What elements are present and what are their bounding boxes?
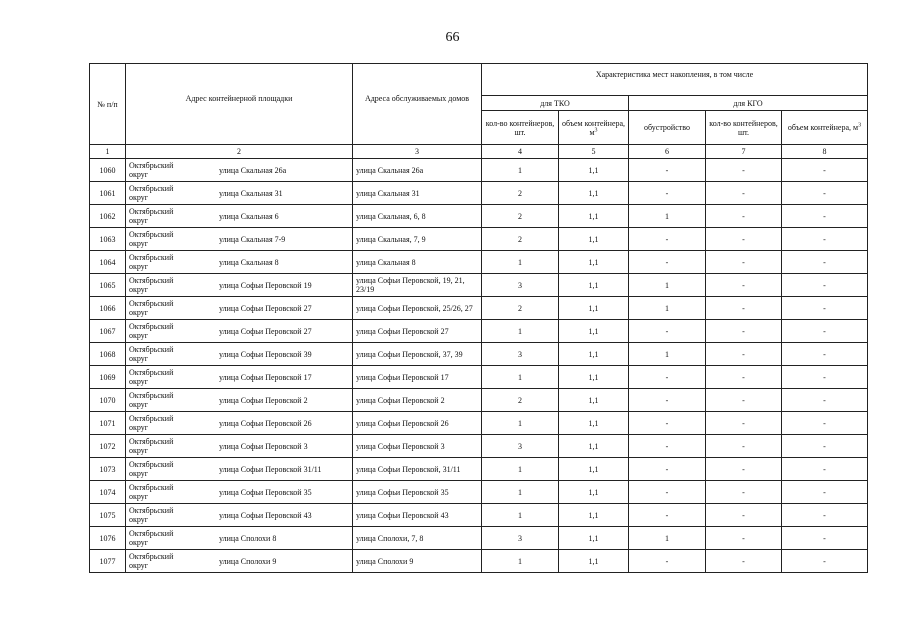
row-number: 1067 bbox=[90, 320, 126, 343]
street-label: улица Софьи Перовской 27 bbox=[219, 327, 312, 336]
tko-volume-cell: 1,1 bbox=[559, 159, 629, 182]
row-number: 1077 bbox=[90, 550, 126, 573]
kgo-count-cell: - bbox=[706, 228, 782, 251]
kgo-volume-cell: - bbox=[782, 504, 868, 527]
header-kgo: для КГО bbox=[629, 96, 868, 111]
table-row bbox=[90, 504, 868, 527]
street-label: улица Софьи Перовской 35 bbox=[219, 488, 312, 497]
kgo-count-cell: - bbox=[706, 550, 782, 573]
kgo-count-cell: - bbox=[706, 251, 782, 274]
okrug-label: Октябрьский округ bbox=[129, 322, 174, 340]
tko-count-cell: 1 bbox=[482, 412, 559, 435]
row-number: 1074 bbox=[90, 481, 126, 504]
served-addresses-cell: улица Скальная, 7, 9 bbox=[353, 228, 482, 251]
kgo-equip-cell: - bbox=[629, 504, 706, 527]
kgo-equip-cell: 1 bbox=[629, 343, 706, 366]
kgo-volume-cell: - bbox=[782, 297, 868, 320]
street-label: улица Софьи Перовской 26 bbox=[219, 419, 312, 428]
okrug-label: Октябрьский округ bbox=[129, 414, 174, 432]
site-address-cell bbox=[126, 412, 353, 435]
kgo-equip-cell: - bbox=[629, 228, 706, 251]
tko-count-cell: 1 bbox=[482, 251, 559, 274]
kgo-volume-cell: - bbox=[782, 458, 868, 481]
okrug-label: Октябрьский округ bbox=[129, 506, 174, 524]
okrug-label: Октябрьский округ bbox=[129, 552, 174, 570]
header-kgo-count: кол-во контейнеров, шт. bbox=[706, 111, 782, 145]
tko-volume-cell: 1,1 bbox=[559, 182, 629, 205]
okrug-label: Октябрьский округ bbox=[129, 391, 174, 409]
tko-volume-cell: 1,1 bbox=[559, 504, 629, 527]
okrug-label: Октябрьский округ bbox=[129, 207, 174, 225]
site-address-cell bbox=[126, 320, 353, 343]
served-addresses-cell: улица Скальная 8 bbox=[353, 251, 482, 274]
site-address-cell bbox=[126, 435, 353, 458]
kgo-volume-cell: - bbox=[782, 412, 868, 435]
header-kgo-volume bbox=[782, 111, 868, 145]
street-label: улица Скальная 31 bbox=[219, 189, 283, 198]
col-number: 8 bbox=[782, 145, 868, 159]
okrug-label: Октябрьский округ bbox=[129, 161, 174, 179]
table-row bbox=[90, 458, 868, 481]
column-numbers-row bbox=[90, 145, 868, 159]
kgo-volume-cell: - bbox=[782, 228, 868, 251]
kgo-count-cell: - bbox=[706, 182, 782, 205]
site-address-cell bbox=[126, 504, 353, 527]
site-address-cell bbox=[126, 251, 353, 274]
served-addresses-cell: улица Скальная, 6, 8 bbox=[353, 205, 482, 228]
street-label: улица Скальная 6 bbox=[219, 212, 279, 221]
served-addresses-cell: улица Софьи Перовской 17 bbox=[353, 366, 482, 389]
kgo-count-cell: - bbox=[706, 159, 782, 182]
col-number: 4 bbox=[482, 145, 559, 159]
served-addresses-cell: улица Скальная 31 bbox=[353, 182, 482, 205]
row-number: 1066 bbox=[90, 297, 126, 320]
table-row bbox=[90, 159, 868, 182]
table-row bbox=[90, 182, 868, 205]
col-number: 6 bbox=[629, 145, 706, 159]
tko-volume-cell: 1,1 bbox=[559, 481, 629, 504]
kgo-volume-cell: - bbox=[782, 343, 868, 366]
kgo-equip-cell: 1 bbox=[629, 297, 706, 320]
tko-count-cell: 1 bbox=[482, 159, 559, 182]
okrug-label: Октябрьский округ bbox=[129, 460, 174, 478]
row-number: 1075 bbox=[90, 504, 126, 527]
kgo-count-cell: - bbox=[706, 481, 782, 504]
site-address-cell bbox=[126, 366, 353, 389]
row-number: 1068 bbox=[90, 343, 126, 366]
tko-volume-cell: 1,1 bbox=[559, 458, 629, 481]
site-address-cell bbox=[126, 389, 353, 412]
kgo-equip-cell: - bbox=[629, 389, 706, 412]
kgo-count-cell: - bbox=[706, 205, 782, 228]
street-label: улица Софьи Перовской 3 bbox=[219, 442, 308, 451]
served-addresses-cell: улица Сполохи 9 bbox=[353, 550, 482, 573]
served-addresses-cell: улица Софьи Перовской 27 bbox=[353, 320, 482, 343]
header-tko-volume-sup: 3 bbox=[594, 126, 598, 133]
kgo-volume-cell: - bbox=[782, 251, 868, 274]
col-number: 5 bbox=[559, 145, 629, 159]
col-number: 1 bbox=[90, 145, 126, 159]
tko-count-cell: 2 bbox=[482, 228, 559, 251]
kgo-equip-cell: 1 bbox=[629, 274, 706, 297]
tko-count-cell: 2 bbox=[482, 297, 559, 320]
street-label: улица Скальная 26а bbox=[219, 166, 287, 175]
table-row bbox=[90, 343, 868, 366]
okrug-label: Октябрьский округ bbox=[129, 529, 174, 547]
table-row bbox=[90, 297, 868, 320]
served-addresses-cell: улица Сполохи, 7, 8 bbox=[353, 527, 482, 550]
table-row bbox=[90, 251, 868, 274]
tko-volume-cell: 1,1 bbox=[559, 228, 629, 251]
tko-count-cell: 3 bbox=[482, 435, 559, 458]
table-row bbox=[90, 205, 868, 228]
table-row bbox=[90, 435, 868, 458]
col-number: 7 bbox=[706, 145, 782, 159]
row-number: 1073 bbox=[90, 458, 126, 481]
served-addresses-cell: улица Софьи Перовской 26 bbox=[353, 412, 482, 435]
kgo-equip-cell: - bbox=[629, 435, 706, 458]
row-number: 1076 bbox=[90, 527, 126, 550]
row-number: 1061 bbox=[90, 182, 126, 205]
header-tko-count: кол-во контейнеров, шт. bbox=[482, 111, 559, 145]
table-row bbox=[90, 274, 868, 297]
table-row bbox=[90, 412, 868, 435]
header-served-addresses-label: Адреса обслуживаемых домов bbox=[364, 93, 470, 103]
row-number: 1064 bbox=[90, 251, 126, 274]
served-addresses-cell: улица Софьи Перовской, 37, 39 bbox=[353, 343, 482, 366]
tko-count-cell: 1 bbox=[482, 366, 559, 389]
kgo-volume-cell: - bbox=[782, 182, 868, 205]
kgo-count-cell: - bbox=[706, 366, 782, 389]
tko-count-cell: 3 bbox=[482, 343, 559, 366]
kgo-count-cell: - bbox=[706, 320, 782, 343]
kgo-equip-cell: - bbox=[629, 320, 706, 343]
tko-count-cell: 1 bbox=[482, 320, 559, 343]
kgo-equip-cell: - bbox=[629, 481, 706, 504]
tko-volume-cell: 1,1 bbox=[559, 205, 629, 228]
served-addresses-cell: улица Софьи Перовской, 31/11 bbox=[353, 458, 482, 481]
kgo-volume-cell: - bbox=[782, 205, 868, 228]
kgo-volume-cell: - bbox=[782, 550, 868, 573]
okrug-label: Октябрьский округ bbox=[129, 483, 174, 501]
tko-volume-cell: 1,1 bbox=[559, 297, 629, 320]
tko-count-cell: 1 bbox=[482, 458, 559, 481]
okrug-label: Октябрьский округ bbox=[129, 437, 174, 455]
tko-volume-cell: 1,1 bbox=[559, 435, 629, 458]
header-kgo-volume-label: объем контейнера, м bbox=[787, 123, 859, 132]
site-address-cell bbox=[126, 182, 353, 205]
table-row bbox=[90, 228, 868, 251]
col-number: 2 bbox=[126, 145, 353, 159]
okrug-label: Октябрьский округ bbox=[129, 368, 174, 386]
kgo-equip-cell: - bbox=[629, 366, 706, 389]
header-site-address-label: Адрес контейнерной площадки bbox=[185, 93, 293, 103]
row-number: 1062 bbox=[90, 205, 126, 228]
kgo-count-cell: - bbox=[706, 527, 782, 550]
tko-volume-cell: 1,1 bbox=[559, 251, 629, 274]
served-addresses-cell: улица Софьи Перовской, 19, 21, 23/19 bbox=[353, 274, 482, 297]
tko-volume-cell: 1,1 bbox=[559, 527, 629, 550]
served-addresses-cell: улица Софьи Перовской 2 bbox=[353, 389, 482, 412]
site-address-cell bbox=[126, 205, 353, 228]
tko-volume-cell: 1,1 bbox=[559, 320, 629, 343]
kgo-volume-cell: - bbox=[782, 320, 868, 343]
table-header bbox=[90, 64, 868, 159]
col-number: 3 bbox=[353, 145, 482, 159]
served-addresses-cell: улица Софьи Перовской 35 bbox=[353, 481, 482, 504]
street-label: улица Скальная 7-9 bbox=[219, 235, 286, 244]
kgo-equip-cell: 1 bbox=[629, 205, 706, 228]
street-label: улица Софьи Перовской 27 bbox=[219, 304, 312, 313]
street-label: улица Софьи Перовской 17 bbox=[219, 373, 312, 382]
served-addresses-cell: улица Софьи Перовской 3 bbox=[353, 435, 482, 458]
header-site-address bbox=[126, 64, 353, 145]
table-row bbox=[90, 389, 868, 412]
header-kgo-equip: обустройство bbox=[629, 111, 706, 145]
tko-count-cell: 3 bbox=[482, 274, 559, 297]
kgo-count-cell: - bbox=[706, 458, 782, 481]
tko-volume-cell: 1,1 bbox=[559, 343, 629, 366]
header-characteristics: Характеристика мест накопления, в том числе bbox=[482, 64, 868, 96]
kgo-volume-cell: - bbox=[782, 527, 868, 550]
okrug-label: Октябрьский округ bbox=[129, 276, 174, 294]
kgo-volume-cell: - bbox=[782, 366, 868, 389]
tko-count-cell: 1 bbox=[482, 504, 559, 527]
okrug-label: Октябрьский округ bbox=[129, 253, 174, 271]
row-number: 1063 bbox=[90, 228, 126, 251]
okrug-label: Октябрьский округ bbox=[129, 230, 174, 248]
row-number: 1072 bbox=[90, 435, 126, 458]
row-number: 1065 bbox=[90, 274, 126, 297]
kgo-equip-cell: - bbox=[629, 412, 706, 435]
kgo-count-cell: - bbox=[706, 274, 782, 297]
kgo-count-cell: - bbox=[706, 297, 782, 320]
kgo-volume-cell: - bbox=[782, 435, 868, 458]
site-address-cell bbox=[126, 481, 353, 504]
table-row bbox=[90, 550, 868, 573]
row-number: 1070 bbox=[90, 389, 126, 412]
tko-volume-cell: 1,1 bbox=[559, 550, 629, 573]
okrug-label: Октябрьский округ bbox=[129, 299, 174, 317]
served-addresses-cell: улица Софьи Перовской 43 bbox=[353, 504, 482, 527]
container-sites-table bbox=[89, 63, 868, 573]
tko-count-cell: 2 bbox=[482, 182, 559, 205]
street-label: улица Софьи Перовской 39 bbox=[219, 350, 312, 359]
site-address-cell bbox=[126, 274, 353, 297]
tko-count-cell: 1 bbox=[482, 550, 559, 573]
served-addresses-cell: улица Скальная 26а bbox=[353, 159, 482, 182]
kgo-volume-cell: - bbox=[782, 389, 868, 412]
header-served-addresses bbox=[353, 64, 482, 145]
street-label: улица Скальная 8 bbox=[219, 258, 279, 267]
site-address-cell bbox=[126, 228, 353, 251]
table-row bbox=[90, 481, 868, 504]
header-num: № п/п bbox=[90, 64, 126, 145]
table-row bbox=[90, 320, 868, 343]
site-address-cell bbox=[126, 458, 353, 481]
kgo-volume-cell: - bbox=[782, 481, 868, 504]
kgo-equip-cell: - bbox=[629, 182, 706, 205]
site-address-cell bbox=[126, 159, 353, 182]
street-label: улица Сполохи 8 bbox=[219, 534, 277, 543]
kgo-equip-cell: - bbox=[629, 550, 706, 573]
row-number: 1060 bbox=[90, 159, 126, 182]
header-tko-volume bbox=[559, 111, 629, 145]
tko-volume-cell: 1,1 bbox=[559, 366, 629, 389]
tko-volume-cell: 1,1 bbox=[559, 412, 629, 435]
kgo-equip-cell: - bbox=[629, 251, 706, 274]
tko-count-cell: 3 bbox=[482, 527, 559, 550]
row-number: 1071 bbox=[90, 412, 126, 435]
kgo-volume-cell: - bbox=[782, 159, 868, 182]
kgo-equip-cell: - bbox=[629, 159, 706, 182]
kgo-count-cell: - bbox=[706, 343, 782, 366]
tko-volume-cell: 1,1 bbox=[559, 274, 629, 297]
kgo-volume-cell: - bbox=[782, 274, 868, 297]
site-address-cell bbox=[126, 297, 353, 320]
street-label: улица Софьи Перовской 31/11 bbox=[219, 465, 322, 474]
tko-volume-cell: 1,1 bbox=[559, 389, 629, 412]
kgo-equip-cell: 1 bbox=[629, 527, 706, 550]
street-label: улица Софьи Перовской 19 bbox=[219, 281, 312, 290]
street-label: улица Софьи Перовской 2 bbox=[219, 396, 308, 405]
table-body bbox=[90, 159, 868, 573]
kgo-count-cell: - bbox=[706, 389, 782, 412]
header-kgo-volume-sup: 3 bbox=[858, 122, 862, 129]
kgo-equip-cell: - bbox=[629, 458, 706, 481]
kgo-count-cell: - bbox=[706, 504, 782, 527]
tko-count-cell: 2 bbox=[482, 389, 559, 412]
page-number: 66 bbox=[445, 30, 460, 45]
okrug-label: Октябрьский округ bbox=[129, 184, 174, 202]
tko-count-cell: 1 bbox=[482, 481, 559, 504]
tko-count-cell: 2 bbox=[482, 205, 559, 228]
header-tko-volume-label: объем контейнера, м bbox=[561, 118, 626, 137]
kgo-count-cell: - bbox=[706, 435, 782, 458]
row-number: 1069 bbox=[90, 366, 126, 389]
okrug-label: Октябрьский округ bbox=[129, 345, 174, 363]
site-address-cell bbox=[126, 343, 353, 366]
header-tko: для ТКО bbox=[482, 96, 629, 111]
site-address-cell bbox=[126, 527, 353, 550]
kgo-count-cell: - bbox=[706, 412, 782, 435]
table-row bbox=[90, 527, 868, 550]
served-addresses-cell: улица Софьи Перовской, 25/26, 27 bbox=[353, 297, 482, 320]
street-label: улица Софьи Перовской 43 bbox=[219, 511, 312, 520]
street-label: улица Сполохи 9 bbox=[219, 557, 277, 566]
table-row bbox=[90, 366, 868, 389]
site-address-cell bbox=[126, 550, 353, 573]
